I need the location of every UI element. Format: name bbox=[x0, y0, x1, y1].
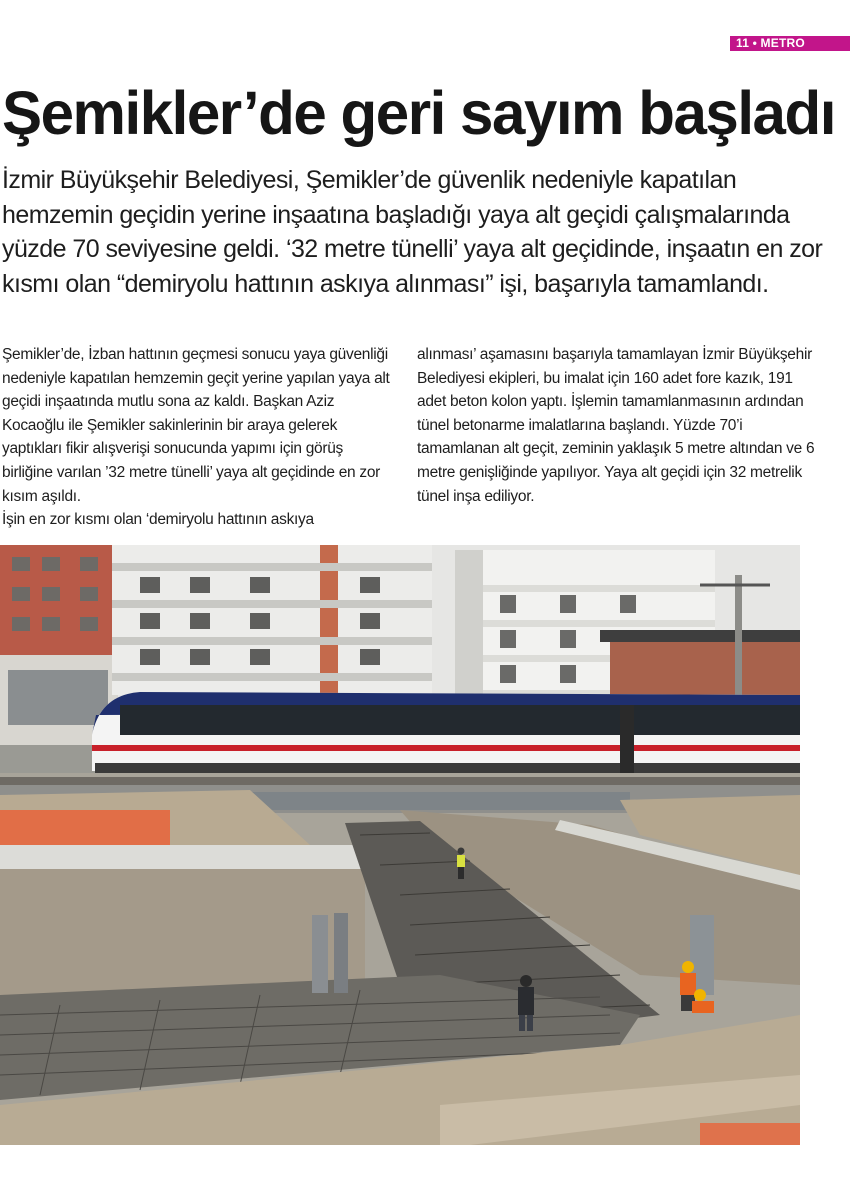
section-tag: 11 • METRO bbox=[730, 36, 850, 51]
construction-site-photo bbox=[0, 545, 800, 1145]
body-column-left: Şemikler’de, İzban hattının geçmesi sonucu yaya güvenliği nedeniyle kapatılan hemzemin geçit yerine yapılan yaya alt geçidi inşaatında mutlu sona az kaldı. Başkan Aziz Kocaoğlu ile Şemikler sakinlerinin bir araya gelerek yaptıkları fikir alışverişi sonucunda yapımı için görüş birliğine varılan ’32 metre tünelli’ yaya alt geçidinde en zor kısım aşıldı. İşin en zor kısmı olan ‘demiryolu hattının askıya bbox=[2, 346, 390, 529]
body-column-right: alınması’ aşamasını başarıyla tamamlayan İzmir Büyükşehir Belediyesi ekipleri, bu imalat için 160 adet fore kazık, 191 adet beton kolon yaptı. İşlemin tamamlanmasının ardından tünel betonarme imalatlarına başlandı. Yüzde 70’i tamamlanan alt geçit, zeminin yaklaşık 5 metre altından ve 6 metre genişliğinde yapılıyor. Yaya alt geçidi için 32 metrelik tünel inşa ediliyor. bbox=[417, 346, 815, 505]
lead-paragraph: İzmir Büyükşehir Belediyesi, Şemikler’de güvenlik nedeniyle kapatılan hemzemin geçidin yerine inşaatına başladığı yaya alt geçidi çalışmalarında yüzde 70 seviyesine geldi. ‘32 metre tünelli’ yaya alt geçidinde, inşaatın en zor kısmı olan “demiryolu hattının askıya alınması” işi, başarıyla tamamlandı. bbox=[2, 166, 823, 298]
headline: Şemikler’de geri sayım başladı bbox=[2, 79, 835, 147]
